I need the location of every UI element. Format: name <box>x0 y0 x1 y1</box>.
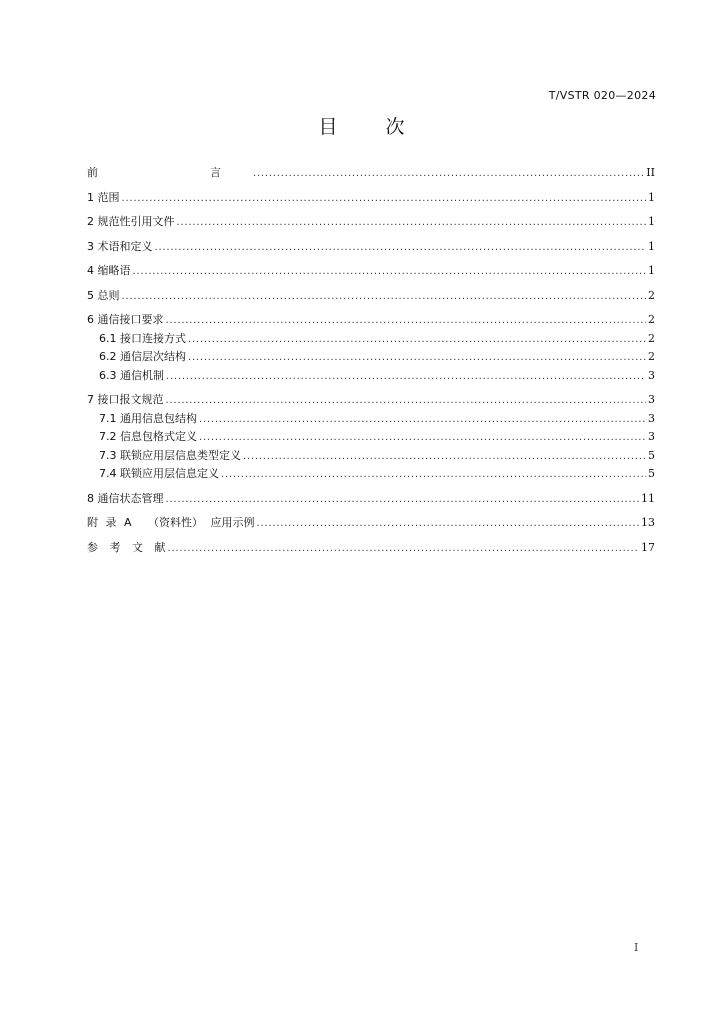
toc-leader-dots <box>243 447 646 466</box>
toc-leader-dots <box>177 213 647 232</box>
toc-entry-label: 4 缩略语 <box>87 264 131 277</box>
toc-entry-foreword[interactable] <box>87 164 655 183</box>
toc-leader-dots <box>122 189 647 208</box>
toc-leader-dots <box>122 287 647 306</box>
toc-entry-label: 6.2 通信层次结构 <box>99 350 186 363</box>
toc-subentry-6-2[interactable] <box>87 348 655 367</box>
toc-entry-label: 3 术语和定义 <box>87 239 153 253</box>
toc-entry-page: 2 <box>648 313 655 326</box>
toc-entry-page: 3 <box>648 393 655 406</box>
toc-leader-dots <box>133 262 647 281</box>
toc-leader-dots <box>155 238 647 257</box>
toc-leader-dots <box>188 330 646 349</box>
toc-entry-page: 1 <box>648 239 655 253</box>
toc-leader-dots <box>166 391 647 410</box>
toc-entry-status-management[interactable] <box>87 490 655 509</box>
toc-subentry-6-1[interactable] <box>87 330 655 349</box>
toc-entry-label: 5 总则 <box>87 288 120 302</box>
toc-entry-label: 7.4 联锁应用层信息定义 <box>99 467 219 480</box>
toc-entry-page: II <box>646 166 655 179</box>
toc-leader-dots <box>168 539 640 558</box>
toc-leader-dots <box>166 367 646 386</box>
toc-leader-dots <box>166 311 647 330</box>
toc-subentry-7-2[interactable] <box>87 428 655 447</box>
toc-entry-bibliography[interactable] <box>87 539 655 558</box>
toc-entry-page: 5 <box>648 448 655 462</box>
toc-entry-label: 参 考 文 献 <box>87 540 166 554</box>
toc-entry-page: 1 <box>648 215 655 228</box>
toc-subentry-7-1[interactable] <box>87 410 655 429</box>
toc-entry-page: 3 <box>648 430 655 443</box>
toc-entry-page: 1 <box>648 190 655 204</box>
toc-leader-dots <box>199 428 646 447</box>
toc-subentry-6-3[interactable] <box>87 367 655 386</box>
toc-entry-label: 2 规范性引用文件 <box>87 215 175 228</box>
toc-entry-page: 13 <box>641 516 655 529</box>
toc-entry-label: 1 范围 <box>87 190 120 204</box>
toc-entry-label: 8 通信状态管理 <box>87 491 164 505</box>
toc-leader-dots <box>166 490 640 509</box>
toc-entry-label: 7.2 信息包格式定义 <box>99 430 197 443</box>
toc-entry-scope[interactable] <box>87 189 655 208</box>
page-title: 目 次 <box>318 116 406 138</box>
toc-entry-interface-requirements[interactable] <box>87 311 655 330</box>
toc-entry-normative-references[interactable] <box>87 213 655 232</box>
table-of-contents <box>87 164 655 557</box>
toc-entry-page: 3 <box>648 368 655 382</box>
toc-leader-dots <box>199 410 646 429</box>
toc-entry-page: 3 <box>648 411 655 425</box>
toc-entry-label: 7.1 通用信息包结构 <box>99 411 197 425</box>
toc-subentry-7-4[interactable] <box>87 465 655 484</box>
toc-entry-page: 5 <box>648 467 655 480</box>
toc-entry-label: 6.1 接口连接方式 <box>99 331 186 345</box>
toc-entry-page: 2 <box>648 331 655 345</box>
toc-entry-label: 6 通信接口要求 <box>87 313 164 326</box>
toc-entry-appendix-a[interactable] <box>87 514 655 533</box>
toc-entry-page: 1 <box>648 264 655 277</box>
toc-entry-page: 17 <box>641 540 655 554</box>
toc-leader-dots <box>253 164 644 183</box>
toc-leader-dots <box>221 465 646 484</box>
page-number: I <box>634 941 639 954</box>
toc-entry-label: 附 录 A （资料性） 应用示例 <box>87 516 255 529</box>
toc-entry-general[interactable] <box>87 287 655 306</box>
toc-entry-label: 7.3 联锁应用层信息类型定义 <box>99 448 241 462</box>
toc-leader-dots <box>188 348 646 367</box>
toc-entry-abbreviations[interactable] <box>87 262 655 281</box>
toc-entry-terms[interactable] <box>87 238 655 257</box>
toc-leader-dots <box>257 514 639 533</box>
toc-entry-message-spec[interactable] <box>87 391 655 410</box>
document-code: T/VSTR 020—2024 <box>548 89 656 102</box>
toc-entry-label: 7 接口报文规范 <box>87 393 164 406</box>
toc-entry-page: 2 <box>648 288 655 302</box>
toc-entry-label: 前 言 <box>87 166 251 179</box>
toc-subentry-7-3[interactable] <box>87 447 655 466</box>
toc-entry-page: 11 <box>641 491 655 505</box>
toc-entry-page: 2 <box>648 350 655 363</box>
toc-entry-label: 6.3 通信机制 <box>99 368 164 382</box>
